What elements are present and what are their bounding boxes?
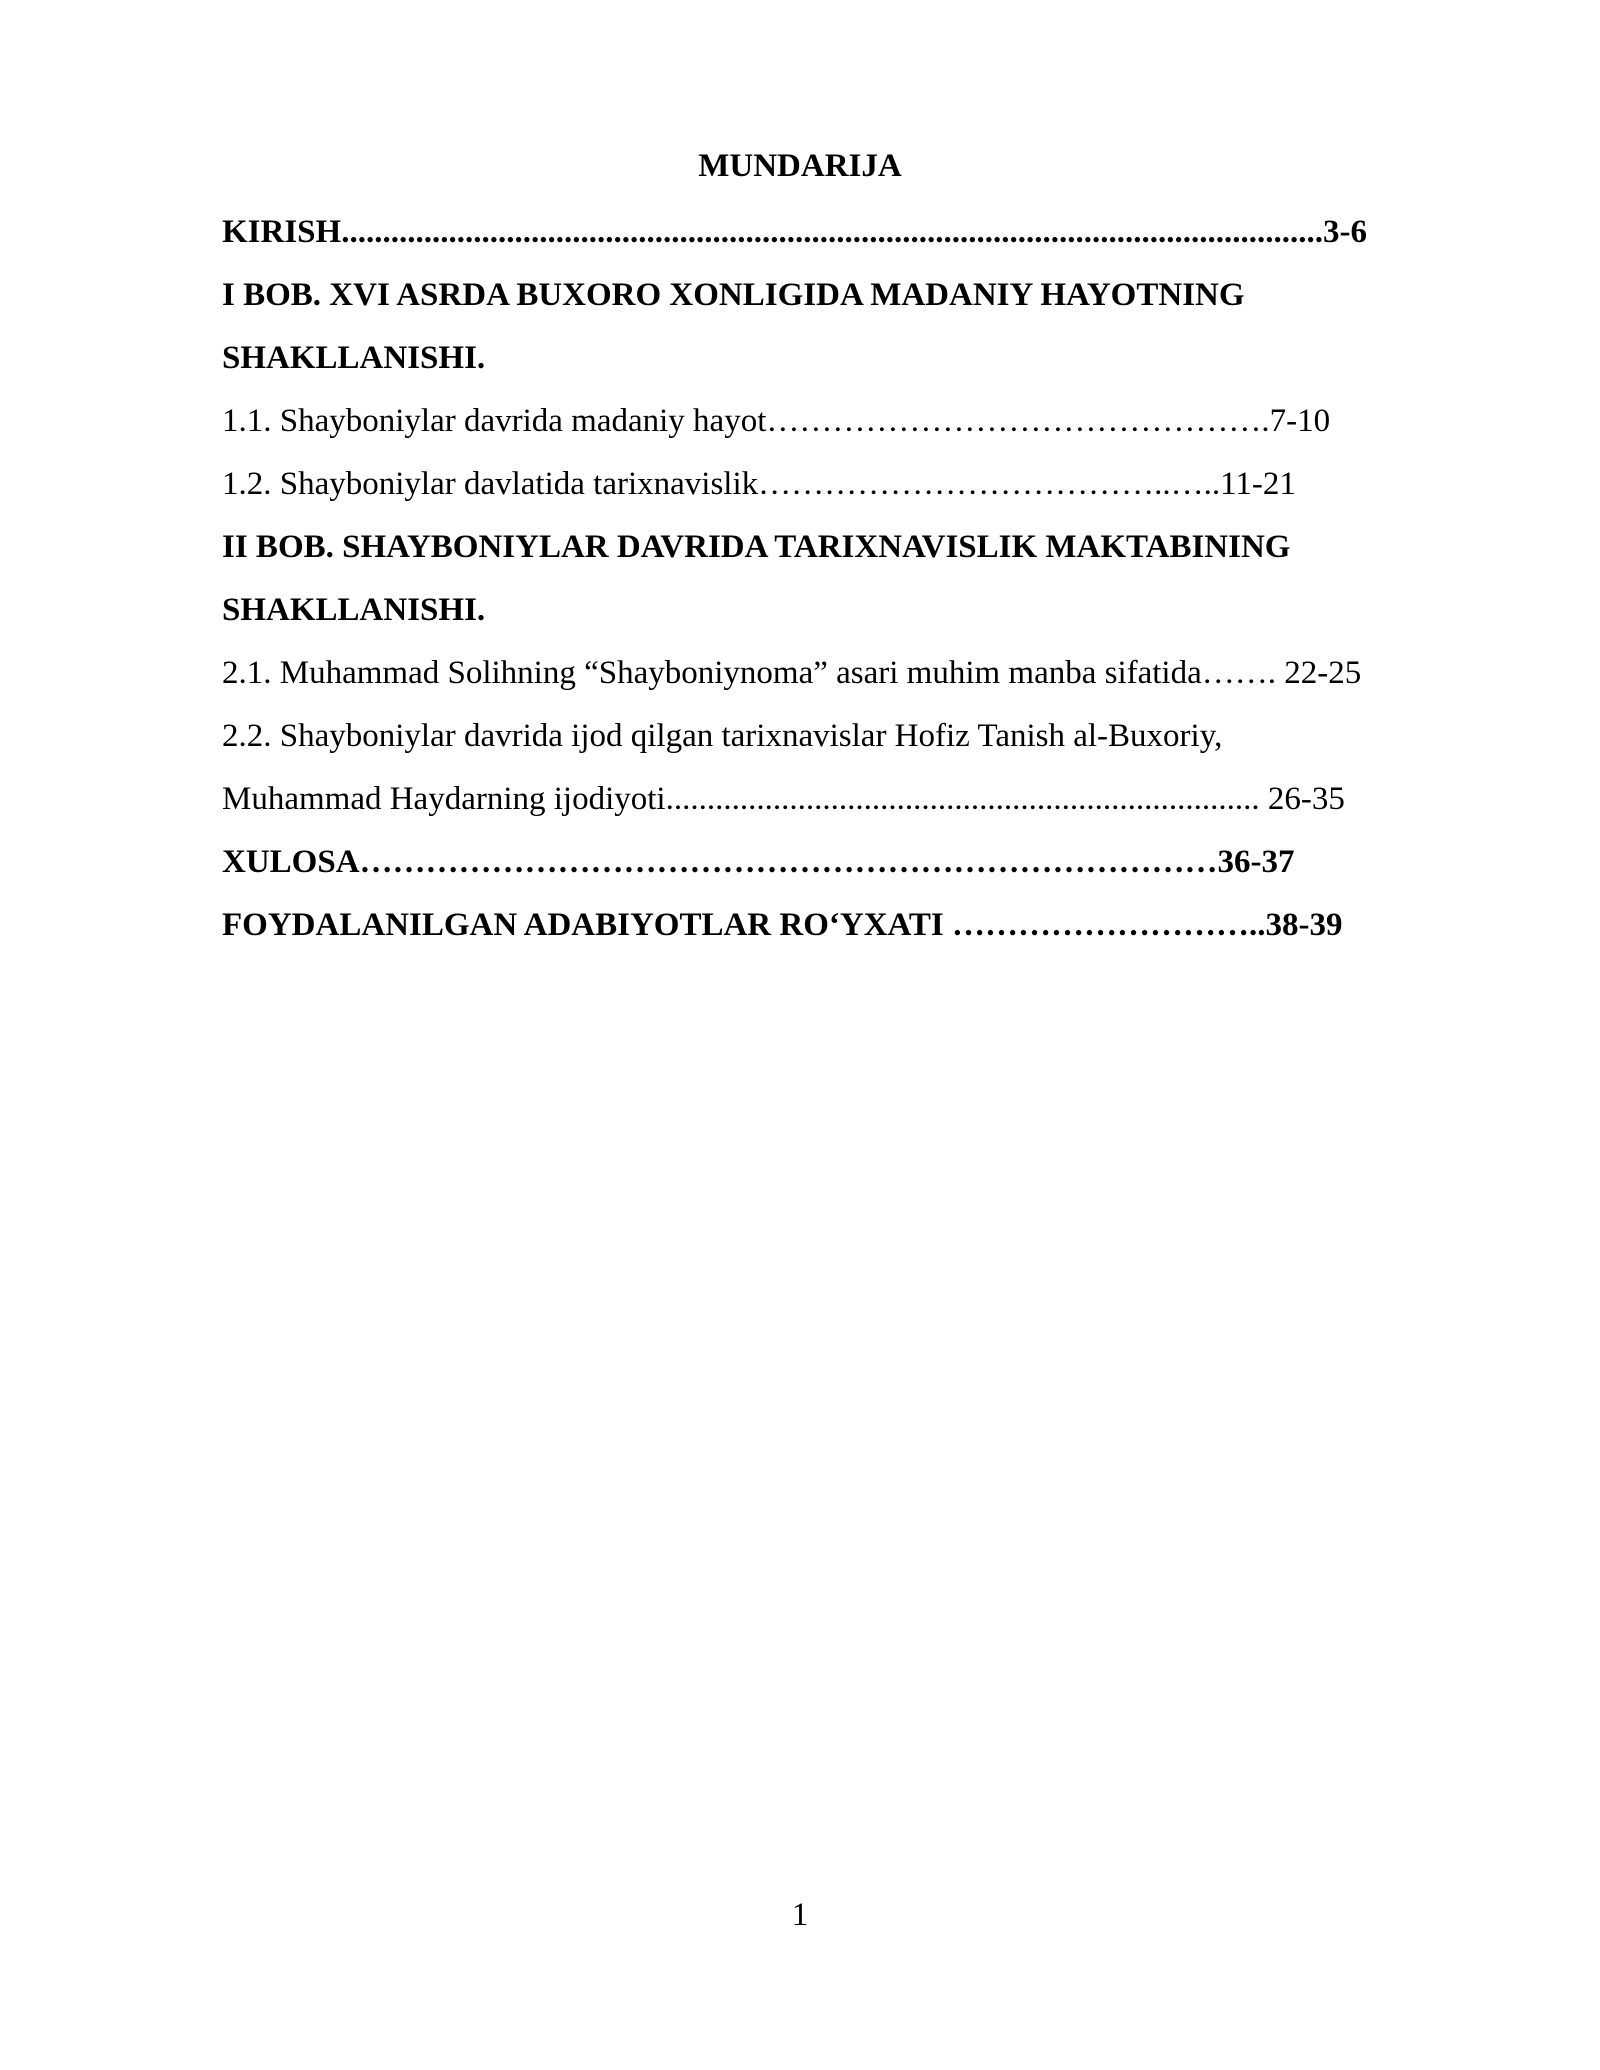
toc-chapter-1-heading-continued: SHAKLLANISHI. <box>222 340 486 376</box>
toc-entry-1-1: 1.1. Shayboniylar davrida madaniy hayot……………………………………….7-10 <box>222 403 1331 439</box>
toc-entry-conclusion: XULOSA……………………………………………………………………36-37 <box>222 844 1295 880</box>
toc-entry-1-2: 1.2. Shayboniylar davlatida tarixnavislik………………………………..…..11-21 <box>222 466 1296 502</box>
toc-chapter-1-heading: I BOB. XVI ASRDA BUXORO XONLIGIDA MADANIY HAYOTNING <box>222 277 1245 313</box>
toc-chapter-2-heading: II BOB. SHAYBONIYLAR DAVRIDA TARIXNAVISLIK MAKTABINING <box>222 529 1291 565</box>
toc-entry-references: FOYDALANILGAN ADABIYOTLAR RO‘YXATI ………………………..38-39 <box>222 907 1343 943</box>
toc-entry-introduction: KIRISH.......................................................................................................................3-6 <box>222 214 1367 250</box>
table-of-contents <box>222 212 1494 968</box>
toc-entry-2-1: 2.1. Muhammad Solihning “Shayboniynoma” asari muhim manba sifatida……. 22-25 <box>222 655 1362 691</box>
toc-entry-2-2: 2.2. Shayboniylar davrida ijod qilgan tarixnavislar Hofiz Tanish al-Buxoriy, <box>222 718 1223 754</box>
page-number: 1 <box>791 1897 809 1933</box>
toc-title: MUNDARIJA <box>698 148 902 184</box>
toc-entry-2-2-continued: Muhammad Haydarning ijodiyoti........................................................................ 26-35 <box>222 781 1345 817</box>
toc-chapter-2-heading-continued: SHAKLLANISHI. <box>222 592 486 628</box>
